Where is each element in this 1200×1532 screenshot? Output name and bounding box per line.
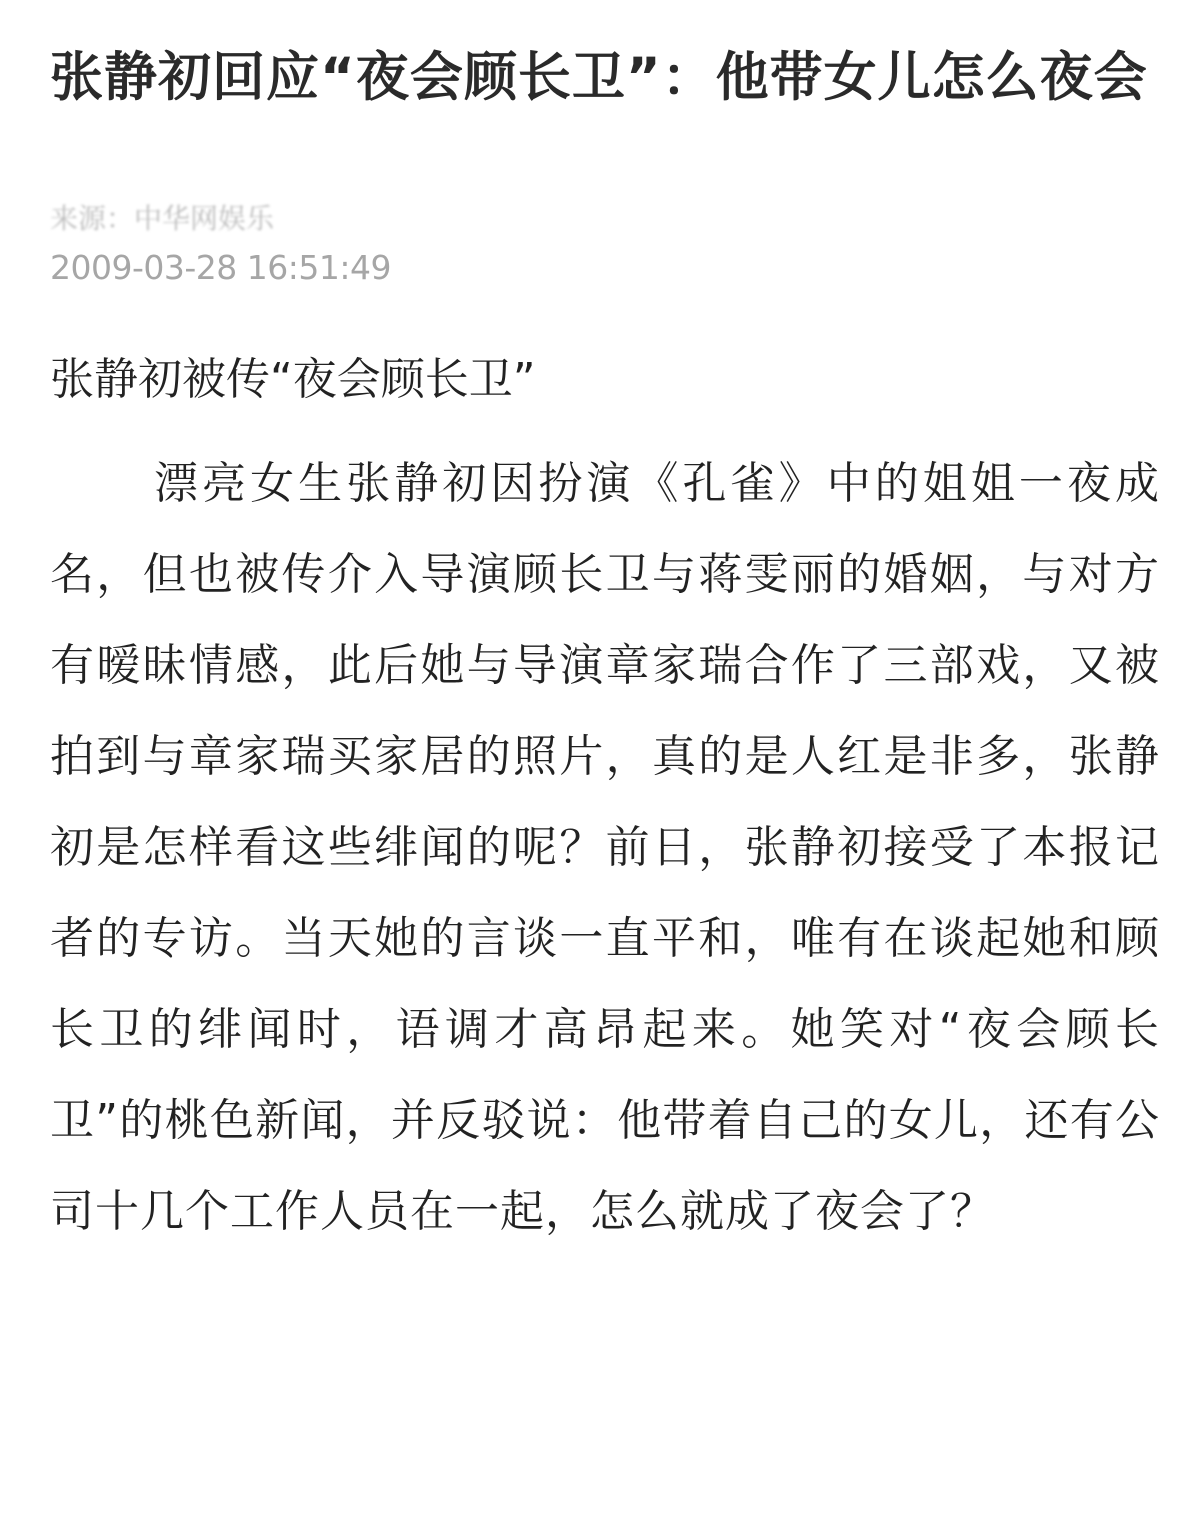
publish-time: 2009-03-28 16:51:49 xyxy=(50,248,391,287)
article-paragraph: 漂亮女生张静初因扮演《孔雀》中的姐姐一夜成名，但也被传介入导演顾长卫与蒋雯丽的婚姻，与对方有暧昧情感，此后她与导演章家瑞合作了三部戏，又被拍到与章家瑞买家居的照片，真的是人红是非多，张静初是怎样看这些绯闻的呢？前日，张静初接受了本报记者的专访。当天她的言谈一直平和，唯有在谈起她和顾长卫的绯闻时，语调才高昂起来。她笑对“夜会顾长卫”的桃色新闻，并反驳说：他带着自己的女儿，还有公司十几个工作人员在一起，怎么就成了夜会了？ xyxy=(50,458,1160,1237)
article-source: 来源：中华网娱乐 xyxy=(50,204,275,234)
article xyxy=(50,0,1160,1301)
article-meta xyxy=(50,204,1160,288)
article-title: 张静初回应“夜会顾长卫”：他带女儿怎么夜会 xyxy=(50,47,1148,108)
article-subtitle: 张静初被传“夜会顾长卫” xyxy=(50,354,536,405)
